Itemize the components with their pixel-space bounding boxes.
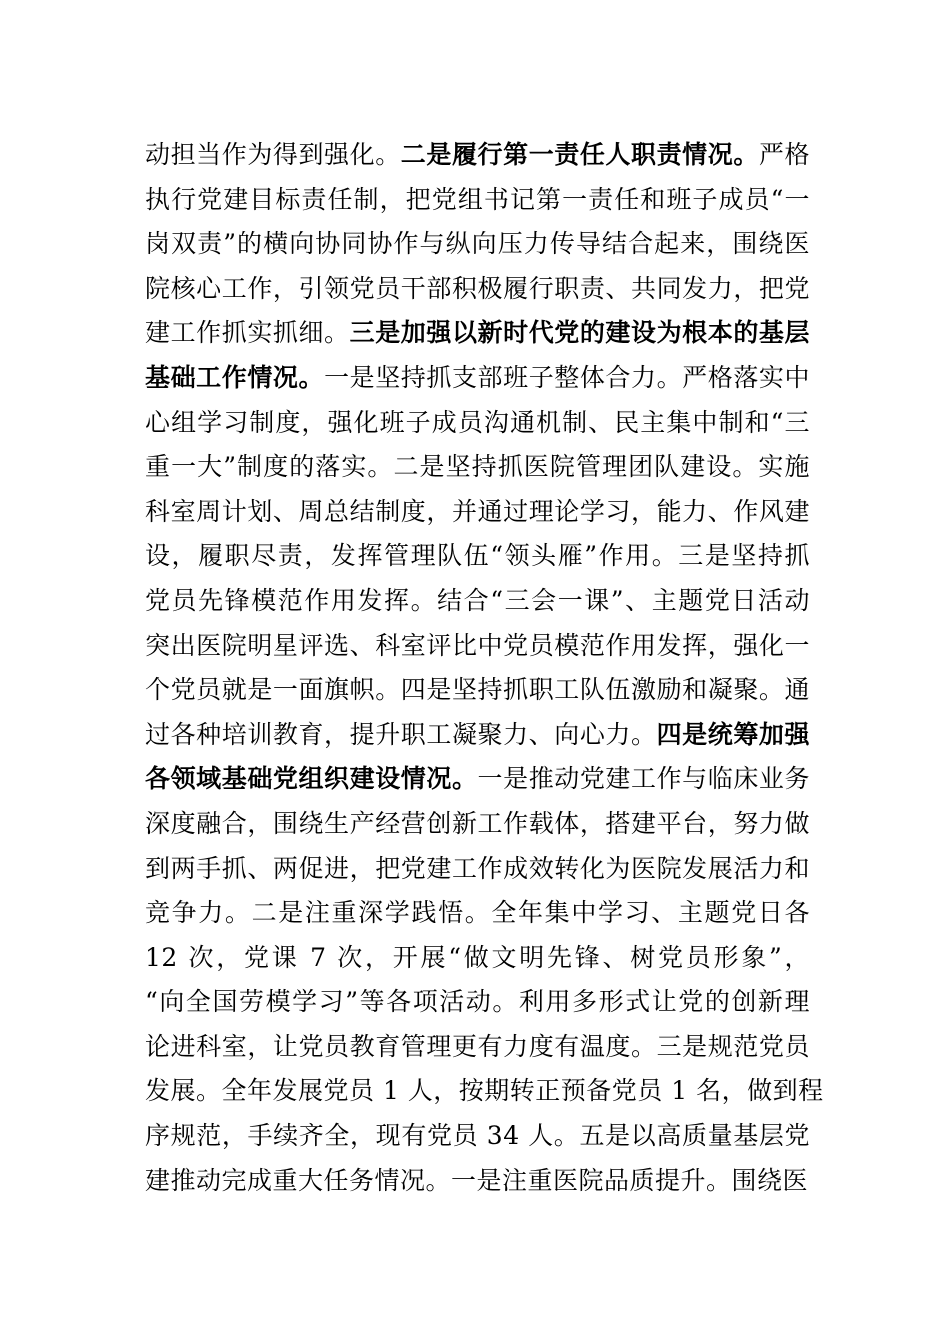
text-segment: 一是推动党建工作与临床业务 [477, 764, 810, 794]
text-line [145, 445, 810, 490]
text-segment: 12 次，党课 7 次，开展“做文明先锋、树党员形象”， [145, 942, 810, 972]
text-segment: 重一大”制度的落实。二是坚持抓医院管理团队建设。实施 [145, 452, 810, 482]
text-line [145, 178, 810, 223]
text-line [145, 936, 810, 981]
text-line [145, 534, 810, 579]
text-segment: 序规范，手续齐全，现有党员 34 人。五是以高质量基层党 [145, 1121, 810, 1151]
text-segment: 个党员就是一面旗帜。四是坚持抓职工队伍激励和凝聚。通 [145, 675, 810, 705]
text-line [145, 1159, 810, 1204]
bold-heading-segment: 二是履行第一责任人职责情况。 [400, 140, 759, 169]
text-segment: 动担当作为得到强化。 [145, 140, 401, 169]
text-segment: 党员先锋模范作用发挥。结合“三会一课”、主题党日活动 [145, 585, 810, 615]
text-line [145, 579, 810, 624]
bold-heading-segment: 各领域基础党组织建设情况。 [145, 764, 478, 794]
text-line [145, 668, 810, 713]
text-segment: 过各种培训教育，提升职工凝聚力、向心力。 [145, 719, 657, 749]
bold-heading-segment: 四是统筹加强 [656, 719, 810, 749]
text-segment: 设，履职尽责，发挥管理队伍“领头雁”作用。三是坚持抓 [145, 541, 810, 571]
bold-heading-segment: 三是加强以新时代党的建设为根本的基层 [349, 318, 810, 348]
text-line [145, 1114, 810, 1159]
text-segment: 建工作抓实抓细。 [145, 318, 350, 348]
text-segment: 竞争力。二是注重深学践悟。全年集中学习、主题党日各 [145, 898, 810, 928]
text-segment: 执行党建目标责任制，把党组书记第一责任和班子成员“一 [145, 184, 810, 214]
text-line [145, 133, 810, 178]
text-line [145, 980, 810, 1025]
text-segment: 深度融合，围绕生产经营创新工作载体，搭建平台，努力做 [145, 808, 810, 838]
text-segment: 突出医院明星评选、科室评比中党员模范作用发挥，强化一 [145, 630, 810, 660]
text-segment: 发展。全年发展党员 1 人，按期转正预备党员 1 名，做到程 [145, 1076, 824, 1106]
text-segment: 论进科室，让党员教育管理更有力度有温度。三是规范党员 [145, 1031, 810, 1061]
text-line [145, 891, 810, 936]
text-segment: 院核心工作，引领党员干部积极履行职责、共同发力，把党 [145, 273, 810, 303]
text-line [145, 1069, 824, 1114]
text-line [145, 847, 810, 892]
text-segment: 建推动完成重大任务情况。一是注重医院品质提升。围绕医 [145, 1165, 809, 1195]
text-segment: 一是坚持抓支部班子整体合力。严格落实中 [324, 362, 810, 392]
text-line [145, 1025, 810, 1070]
text-line [145, 222, 810, 267]
text-segment: 科室周计划、周总结制度，并通过理论学习，能力、作风建 [145, 496, 810, 526]
text-line [145, 757, 810, 802]
body-text [145, 133, 824, 1203]
text-line [145, 356, 810, 401]
text-line [145, 401, 810, 446]
text-line [145, 490, 810, 535]
text-line [145, 802, 810, 847]
text-line [145, 713, 810, 758]
text-segment: “向全国劳模学习”等各项活动。利用多形式让党的创新理 [145, 987, 810, 1017]
text-segment: 心组学习制度，强化班子成员沟通机制、民主集中制和“三 [145, 407, 810, 437]
text-line [145, 311, 810, 356]
text-line [145, 267, 810, 312]
text-line [145, 624, 810, 669]
bold-heading-segment: 基础工作情况。 [145, 362, 325, 392]
text-segment: 严格 [758, 140, 810, 169]
text-segment: 岗双责”的横向协同协作与纵向压力传导结合起来，围绕医 [145, 229, 810, 259]
text-segment: 到两手抓、两促进，把党建工作成效转化为医院发展活力和 [145, 853, 810, 883]
